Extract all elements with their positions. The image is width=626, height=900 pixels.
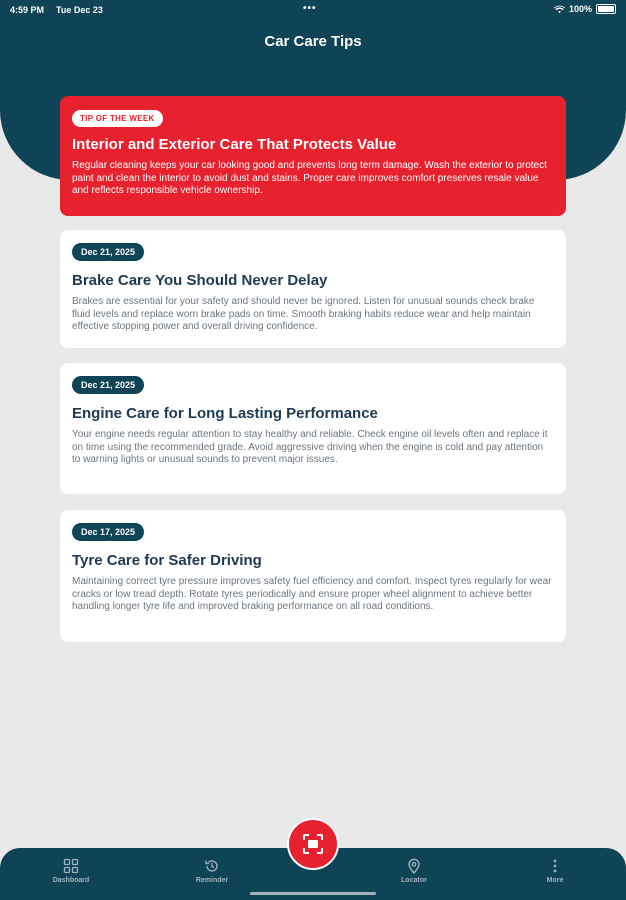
nav-locator-label: Locator <box>401 877 427 884</box>
battery-percent: 100% <box>568 4 592 14</box>
status-time: 4:59 PM <box>10 5 45 15</box>
status-date: Tue Dec 23 <box>56 5 103 15</box>
article-body: Your engine needs regular attention to stay healthy and reliable. Check engine oil levels often and replace it on time using the recommended grade. Avoid aggressive driving when the engine is cold and pay attention to warning lights or unusual sounds to prevent major issues. <box>72 429 548 465</box>
multitask-dots-icon[interactable]: ••• <box>303 3 317 14</box>
nav-reminder-label: Reminder <box>195 877 229 884</box>
tip-title: Interior and Exterior Care That Protects Value <box>72 136 397 153</box>
nav-dashboard-label: Dashboard <box>52 877 90 884</box>
article-title: Tyre Care for Safer Driving <box>72 552 262 569</box>
article-body: Brakes are essential for your safety and should never be ignored. Listen for unusual sounds check brake fluid levels and replace worn brake pads on time. Smooth braking habits reduce wear and help maintain effective stopping power and overall driving confidence. <box>72 296 535 332</box>
wifi-icon <box>554 5 565 14</box>
home-indicator <box>250 892 376 895</box>
article-card[interactable] <box>60 230 566 348</box>
battery-icon <box>596 4 616 14</box>
grid-icon <box>63 858 79 874</box>
article-title: Engine Care for Long Lasting Performance <box>72 405 378 422</box>
article-card[interactable] <box>60 510 566 642</box>
nav-locator[interactable] <box>374 858 454 884</box>
tip-of-week-card[interactable] <box>60 96 566 216</box>
article-body: Maintaining correct tyre pressure improves safety fuel efficiency and comfort. Inspect tyres regularly for wear cracks or low tread depth. Rotate tyres periodically and ensure proper wheel alignment to achieve better handling longer tyre life and improved braking performance on all road conditions. <box>72 576 552 612</box>
nav-reminder[interactable] <box>172 858 252 884</box>
nav-more[interactable] <box>515 858 595 884</box>
more-vertical-icon <box>547 858 563 874</box>
date-badge: Dec 17, 2025 <box>72 523 144 541</box>
nav-more-label: More <box>546 877 564 884</box>
status-right <box>554 4 616 14</box>
nav-dashboard[interactable] <box>31 858 111 884</box>
tip-badge: TIP OF THE WEEK <box>72 110 163 127</box>
history-icon <box>204 858 220 874</box>
scan-button[interactable] <box>287 818 339 870</box>
date-badge: Dec 21, 2025 <box>72 243 144 261</box>
tip-body: Regular cleaning keeps your car looking good and prevents long term damage. Wash the exterior to protect paint and clean the interior to avoid dust and stains. Proper care improves comfort preserves resale value and reflects responsible vehicle ownership. <box>72 160 547 196</box>
location-pin-icon <box>406 858 422 874</box>
page-title: Car Care Tips <box>264 33 362 50</box>
article-card[interactable] <box>60 363 566 494</box>
date-badge: Dec 21, 2025 <box>72 376 144 394</box>
scan-icon <box>302 833 324 855</box>
status-bar <box>0 0 626 20</box>
article-title: Brake Care You Should Never Delay <box>72 272 328 289</box>
